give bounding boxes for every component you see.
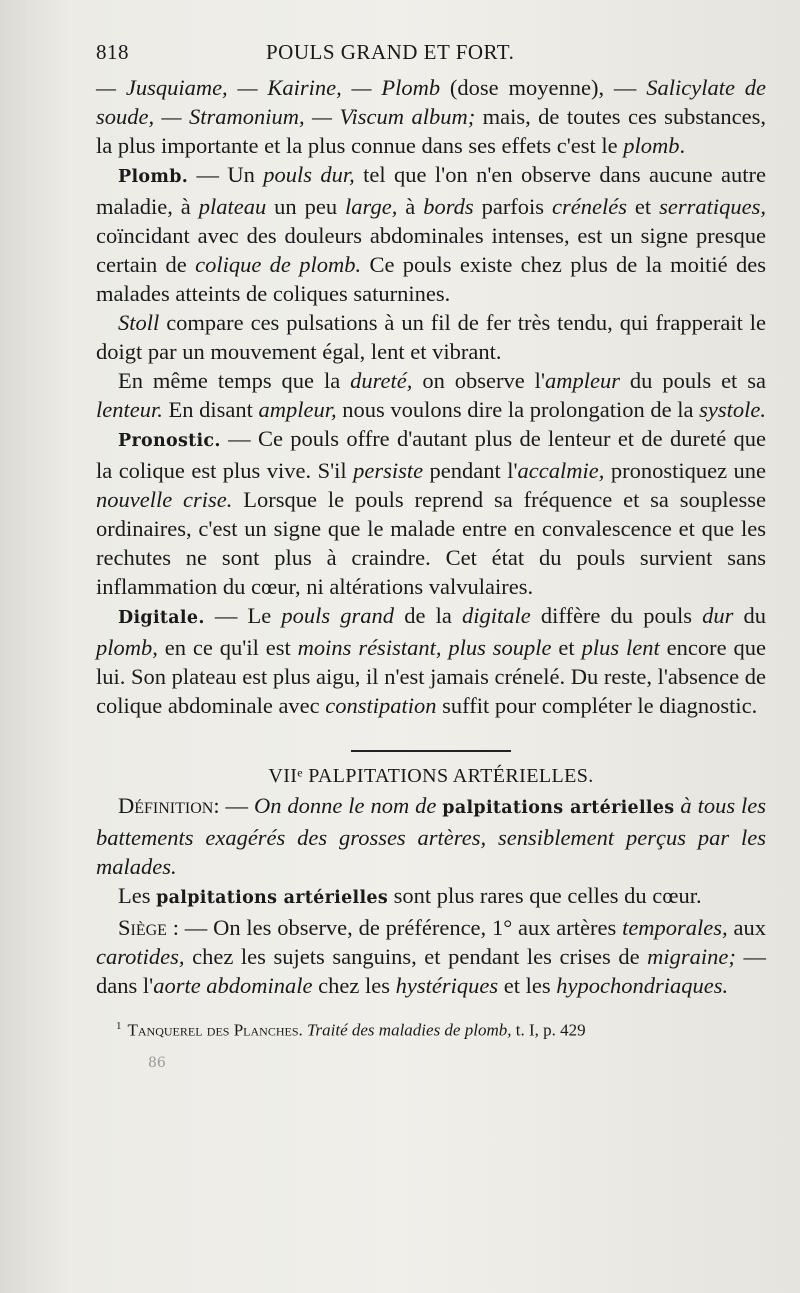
paragraph-label: Siège: [118, 915, 167, 940]
body-text: [96, 73, 766, 1000]
italic-run: serratiques,: [659, 194, 766, 219]
italic-run: plateau: [198, 194, 267, 219]
italic-run: ampleur,: [258, 397, 337, 422]
italic-run: — Jusquiame, — Kairine, — Plomb: [96, 75, 441, 100]
text-run: chez les: [312, 973, 396, 998]
italic-run: accalmie,: [517, 458, 605, 483]
italic-run: aorte abdominale: [153, 973, 313, 998]
text-run: et: [551, 635, 582, 660]
text-run: du pouls et sa: [620, 368, 766, 393]
italic-run: systole.: [699, 397, 766, 422]
paragraph-label: Définition:: [118, 793, 220, 818]
text-run: suffit pour compléter le diagnostic.: [436, 693, 758, 718]
paragraph-substances: [96, 73, 766, 160]
italic-run: pouls dur,: [263, 162, 355, 187]
paragraph-stoll: [96, 308, 766, 366]
italic-run: moins résistant, plus souple: [297, 635, 552, 660]
bold-term: palpitations artérielles: [442, 798, 675, 818]
text-run: encore que lui. Son plateau est plus aigu, il n'est jamais crénelé. Du reste, l'absence de colique abdominale avec: [96, 635, 766, 718]
footnote-work: Traité des maladies de plomb,: [307, 1020, 512, 1040]
text-run: — Le: [204, 603, 282, 628]
italic-run: lenteur.: [96, 397, 163, 422]
italic-run: hypochondriaques.: [556, 973, 729, 998]
text-run: Ce pouls existe chez plus de la moitié des malades atteints de coliques saturnines.: [96, 252, 766, 306]
paragraph-siege: [96, 913, 766, 1000]
text-run: — Un: [188, 162, 264, 187]
text-run: — Ce pouls offre d'autant plus de lenteur et de dureté que la colique est plus vive. S'il: [96, 426, 766, 483]
italic-run: carotides,: [96, 944, 185, 969]
paragraph-rarete: [96, 881, 766, 913]
text-run: (dose moyenne), —: [440, 75, 647, 100]
italic-run: hystériques: [395, 973, 499, 998]
text-run: — dans l': [96, 944, 766, 998]
italic-run: plomb: [623, 133, 680, 158]
footnote-mark: 1: [116, 1020, 122, 1032]
text-run: : — On les observe, de préférence, 1° aux artères: [166, 915, 623, 940]
text-run: pronostiquez une: [604, 458, 767, 483]
italic-run: plomb,: [96, 635, 158, 660]
text-run: tel que l'on n'en observe dans aucune autre maladie, à: [96, 162, 766, 219]
text-run: .: [679, 133, 686, 158]
paragraph-definition: [96, 791, 766, 881]
text-run: de la: [394, 603, 462, 628]
text-run: Lorsque le pouls reprend sa fréquence et sa souplesse ordinaires, c'est un signe que le malade entre en convalescence et que les rechutes ne sont plus à craindre. Cet état du pouls survient sans inflammation du cœur, ni altérations valvulaires.: [96, 487, 766, 599]
running-head: [96, 40, 766, 65]
italic-run: large,: [345, 194, 398, 219]
text-run: et: [626, 194, 660, 219]
italic-run: pouls grand: [281, 603, 395, 628]
italic-run: colique de plomb.: [195, 252, 362, 277]
text-run: du: [733, 603, 767, 628]
italic-run: ampleur: [545, 368, 620, 393]
footnote-author: Tanquerel des Planches.: [127, 1020, 303, 1040]
running-title: POULS GRAND ET FORT.: [266, 40, 515, 64]
text-run: aux: [727, 915, 766, 940]
paragraph-lead: Plomb.: [118, 167, 189, 187]
text-run: parfois: [473, 194, 553, 219]
italic-run: constipation: [325, 693, 437, 718]
italic-run: dur: [702, 603, 734, 628]
page-number: 818: [96, 40, 129, 64]
text-run: sont plus rares que celles du cœur.: [388, 883, 702, 908]
text-run: compare ces pulsations à un fil de fer très tendu, qui frapperait le doigt par un mouvement égal, lent et vibrant.: [96, 310, 766, 364]
italic-run: crénelés: [552, 194, 627, 219]
italic-run: dureté,: [350, 368, 413, 393]
text-run: coïncidant avec des douleurs abdominales intenses, est un signe presque certain de: [96, 223, 766, 277]
paragraph-lead: Digitale.: [118, 608, 205, 628]
footnote: [96, 1014, 766, 1043]
italic-run: persiste: [353, 458, 424, 483]
text-run: nous voulons dire la prolongation de la: [336, 397, 700, 422]
text-run: en ce qu'il est: [157, 635, 298, 660]
paragraph-plomb: [96, 160, 766, 308]
signature-mark: 86: [148, 1054, 166, 1071]
italic-run: temporales,: [622, 915, 728, 940]
bold-term: palpitations artérielles: [156, 888, 388, 908]
text-run: —: [219, 793, 254, 818]
italic-run: plus lent: [581, 635, 660, 660]
text-run: diffère du pouls: [530, 603, 703, 628]
italic-run: à tous les battements exagérés des grosses artères, sensiblement perçus par les malades.: [96, 793, 766, 879]
paragraph-digitale: [96, 601, 766, 720]
text-run: et les: [498, 973, 557, 998]
footnote-ref: t. I, p. 429: [511, 1020, 586, 1040]
text-run: pendant l': [423, 458, 518, 483]
italic-run: bords: [423, 194, 474, 219]
italic-run: digitale: [461, 603, 531, 628]
paragraph-lead: Pronostic.: [118, 431, 221, 451]
paragraph-pronostic: [96, 424, 766, 601]
text-run: chez les sujets sanguins, et pendant les crises de: [184, 944, 648, 969]
section-divider: [351, 750, 511, 752]
italic-run: Stoll: [118, 310, 160, 335]
text-run: Les: [118, 883, 157, 908]
italic-run: migraine;: [647, 944, 736, 969]
paragraph-ampleur: [96, 366, 766, 424]
text-run: un peu: [266, 194, 346, 219]
section-title: VIIᵉ PALPITATIONS ARTÉRIELLES.: [268, 765, 594, 787]
italic-run: Salicylate de soude, — Stramonium, — Viscum album;: [96, 75, 767, 129]
text-run: on observe l': [412, 368, 545, 393]
text-run: mais, de toutes ces substances, la plus importante et la plus connue dans ses effets c'est le: [96, 104, 766, 158]
text-run: à: [397, 194, 424, 219]
text-run: En disant: [162, 397, 259, 422]
text-run: En même temps que la: [118, 368, 351, 393]
italic-run: nouvelle crise.: [96, 487, 233, 512]
italic-run: On donne le nom de: [253, 793, 443, 818]
